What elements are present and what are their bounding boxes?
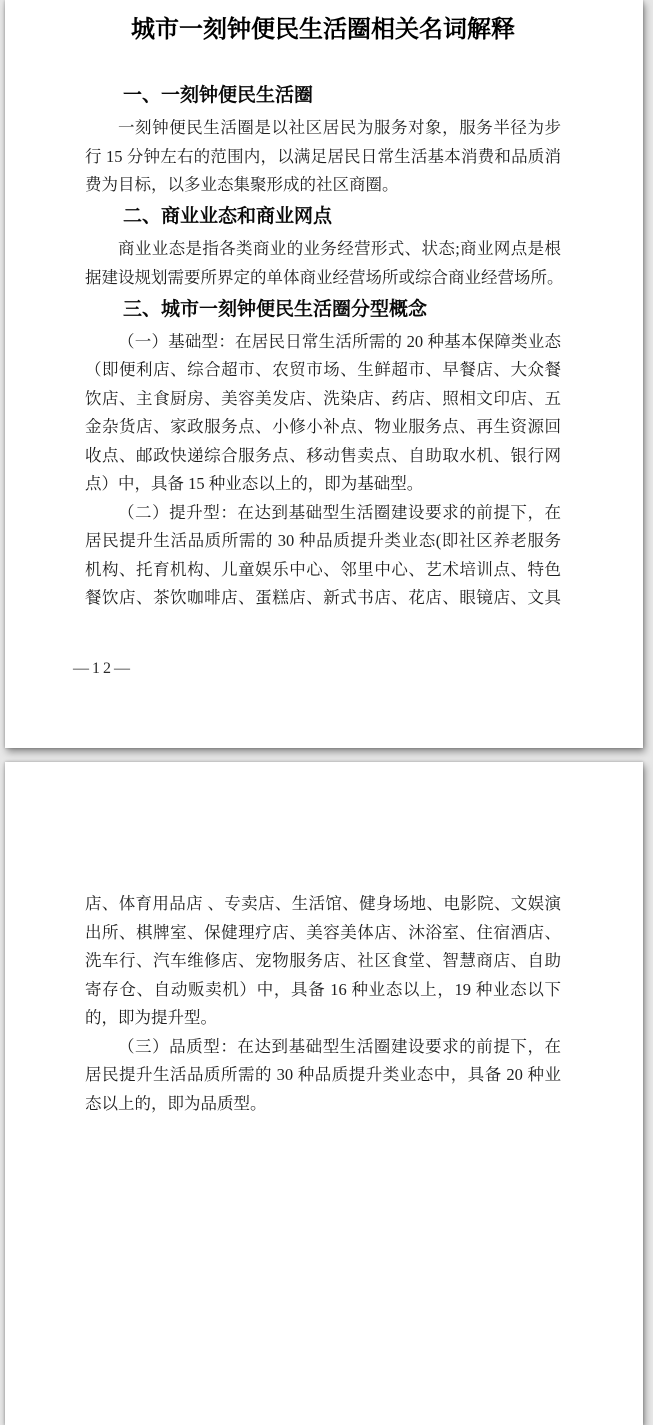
text-line: 出所、棋牌室、保健理疗店、美容美体店、沐浴室、住宿酒店、 <box>85 922 561 942</box>
text-line: 态以上的，即为品质型。 <box>85 1093 267 1113</box>
page1-content <box>5 13 643 613</box>
document-page-1 <box>5 0 643 748</box>
text-line: （一）基础型：在居民日常生活所需的 20 种基本保障类业态 <box>118 331 561 351</box>
page1-body <box>85 82 564 613</box>
text-line: （二）提升型：在达到基础型生活圈建设要求的前提下，在 <box>118 502 561 522</box>
text-line: 居民提升生活品质所需的 30 种品质提升类业态中，具备 20 种业 <box>85 1065 561 1084</box>
section-heading: 二、商业业态和商业网点 <box>123 206 333 227</box>
text-line: 收点、邮政快递综合服务点、移动售卖点、自助取水机、银行网 <box>85 445 561 465</box>
text-line: 店、体育用品店 、专卖店、生活馆、健身场地、电影院、文娱演 <box>85 894 561 913</box>
text-line: 饮店、主食厨房、美容美发店、洗染店、药店、照相文印店、五 <box>85 388 561 408</box>
text-line: 点）中，具备 15 种业态以上的，即为基础型。 <box>85 474 424 493</box>
text-line: 商业业态是指各类商业的业务经营形式、状态;商业网点是根 <box>118 239 561 258</box>
text-line: 据建设规划需要所界定的单体商业经营场所或综合商业经营场所。 <box>85 267 564 287</box>
document-page-2 <box>5 762 643 1425</box>
text-line: （即便利店、综合超市、农贸市场、生鲜超市、早餐店、大众餐 <box>85 360 561 379</box>
section-heading: 三、城市一刻钟便民生活圈分型概念 <box>123 298 428 320</box>
page-number: —12— <box>73 660 133 677</box>
text-line: 费为目标，以多业态集聚形成的社区商圈。 <box>85 175 399 194</box>
text-line: （三）品质型：在达到基础型生活圈建设要求的前提下，在 <box>118 1036 561 1056</box>
text-line: 行 15 分钟左右的范围内，以满足居民日常生活基本消费和品质消 <box>85 146 561 166</box>
text-line: 金杂货店、家政服务点、小修小补点、物业服务点、再生资源回 <box>85 417 561 436</box>
text-line: 的，即为提升型。 <box>85 1008 217 1027</box>
text-line: 居民提升生活品质所需的 30 种品质提升类业态(即社区养老服务 <box>85 531 561 550</box>
text-line: 洗车行、汽车维修店、宠物服务店、社区食堂、智慧商店、自助 <box>85 951 561 970</box>
text-line: 餐饮店、茶饮咖啡店、蛋糕店、新式书店、花店、眼镜店、文具 <box>85 588 561 607</box>
section-heading: 一、一刻钟便民生活圈 <box>123 85 314 106</box>
text-line: 机构、托育机构、儿童娱乐中心、邻里中心、艺术培训点、特色 <box>85 559 561 579</box>
page2-body <box>5 762 643 1118</box>
text-line: 一刻钟便民生活圈是以社区居民为服务对象，服务半径为步 <box>118 118 561 137</box>
text-line: 寄存仓、自动贩卖机）中，具备 16 种业态以上，19 种业态以下 <box>85 979 561 999</box>
document-title: 城市一刻钟便民生活圈相关名词解释 <box>131 17 515 43</box>
